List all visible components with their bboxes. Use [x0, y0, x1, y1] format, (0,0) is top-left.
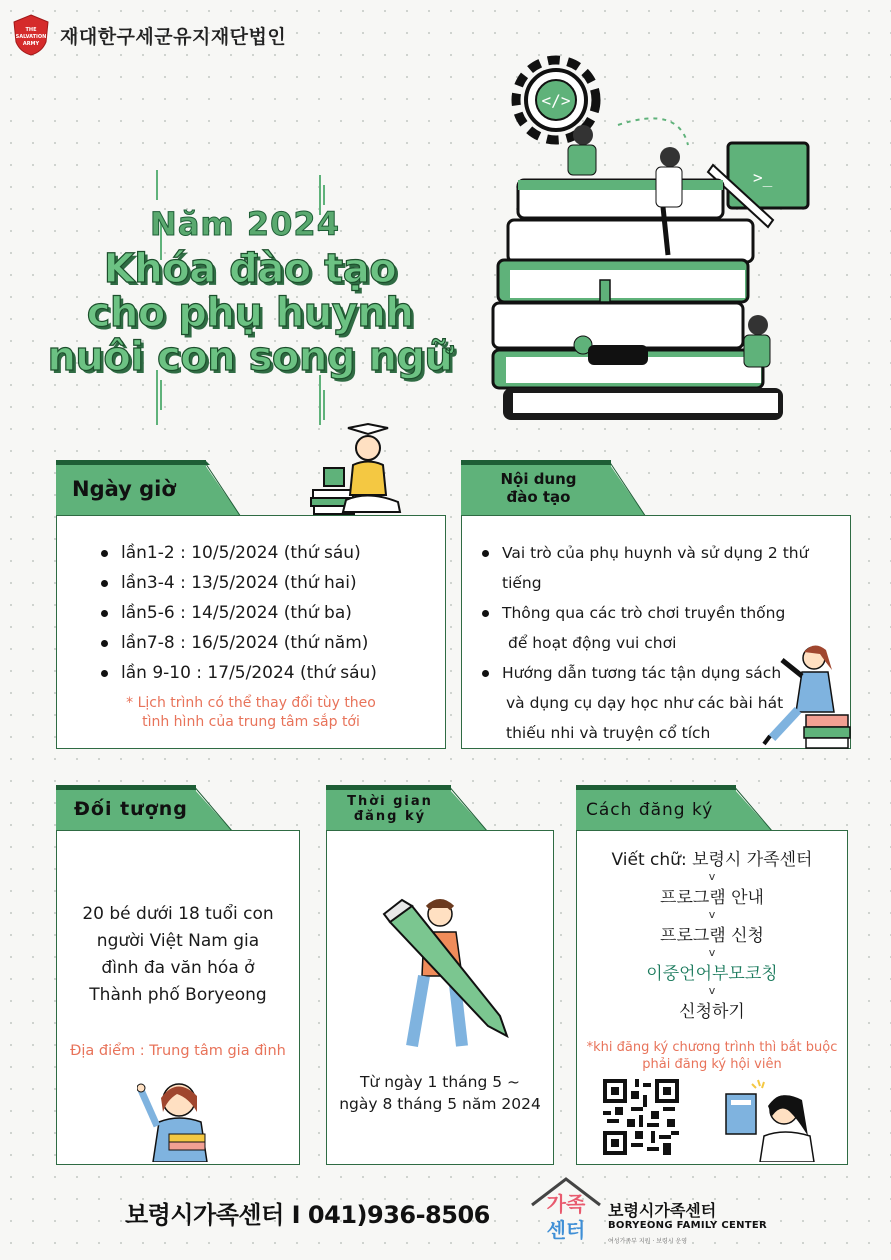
logo-glyph-2: 센터 [546, 1218, 586, 1242]
target-line: người Việt Nam gia [96, 931, 260, 951]
target-location: Địa điểm : Trung tâm gia đình [70, 1043, 286, 1059]
svg-text:>_: >_ [753, 168, 773, 187]
schedule-list [97, 538, 377, 688]
content-item-text: và dụng cụ dạy học như các bài hát [506, 694, 784, 712]
title-year: Năm 2024 [150, 205, 340, 243]
title-block [20, 205, 480, 379]
girl-raising-hand-illustration [137, 1076, 222, 1162]
content-tab-line: Nội dung [500, 470, 577, 488]
footer-logo-english: BORYEONG FAMILY CENTER [608, 1220, 768, 1231]
content-tab-line: đào tạo [506, 488, 571, 506]
register-tab-label: Cách đăng ký [586, 800, 714, 820]
footer-logo-korean: 보령시가족센터 [608, 1201, 717, 1220]
schedule-item: lần1-2 : 10/5/2024 (thứ sáu) [97, 538, 377, 568]
register-note [577, 1039, 847, 1073]
content-item-text: Hướng dẫn tương tác tận dụng sách [502, 664, 782, 682]
schedule-item: lần3-4 : 13/5/2024 (thứ hai) [97, 568, 377, 598]
schedule-card [56, 515, 446, 749]
chevron-down-icon: v [708, 870, 716, 883]
target-tab-label: Đối tượng [74, 798, 188, 820]
tab-slant [195, 785, 233, 832]
tab-slant [450, 785, 488, 832]
logo-glyph-1: 가족 [546, 1192, 586, 1216]
target-line: 20 bé dưới 18 tuổi con [82, 904, 274, 924]
schedule-note-line: tình hình của trung tâm sắp tới [142, 714, 360, 730]
register-step-highlight: 이중언어부모코칭 [646, 964, 778, 984]
period-dates [327, 1071, 553, 1115]
title-line-2: cho phụ huynh [86, 290, 414, 336]
target-card [56, 830, 300, 1165]
schedule-tab-label: Ngày giờ [72, 477, 176, 501]
svg-text:SALVATION: SALVATION [15, 34, 47, 40]
svg-text:</>: </> [541, 91, 571, 110]
schedule-item: lần 9-10 : 17/5/2024 (thứ sáu) [97, 658, 377, 688]
register-note-line: phải đăng ký hội viên [642, 1057, 782, 1072]
stacked-books-illustration [488, 55, 818, 425]
family-center-logo-icon [528, 1175, 604, 1245]
svg-text:ARMY: ARMY [22, 41, 40, 47]
content-item-text: để hoạt động vui chơi [508, 634, 677, 652]
tab-slant [735, 785, 773, 832]
title-line-1: Khóa đào tạo [103, 246, 397, 292]
register-steps [577, 849, 847, 1023]
content-tab-label [476, 470, 601, 506]
register-step: Viết chữ: 보령시 가족센터 [611, 850, 813, 870]
content-item-text: Thông qua các trò chơi truyền thống [502, 604, 786, 622]
waving-girl-illustration [762, 640, 852, 750]
register-step: 프로그램 안내 [660, 888, 764, 908]
chevron-down-icon: v [708, 908, 716, 921]
chevron-down-icon: v [708, 984, 716, 997]
period-line: ngày 8 tháng 5 năm 2024 [339, 1095, 541, 1113]
schedule-item: lần5-6 : 14/5/2024 (thứ ba) [97, 598, 377, 628]
content-item-text: thiếu nhi và truyện cổ tích [506, 724, 711, 742]
period-tab-line: Thời gian [347, 794, 433, 809]
svg-text:THE: THE [25, 27, 37, 33]
period-tab-line: đăng ký [353, 809, 427, 824]
girl-with-book-illustration [722, 1076, 842, 1162]
target-description [57, 901, 299, 1009]
register-card [576, 830, 848, 1165]
target-line: đình đa văn hóa ở [101, 958, 255, 978]
register-step: 프로그램 신청 [660, 926, 764, 946]
chevron-down-icon: v [708, 946, 716, 959]
footer-contact: 보령시가족센터 I 041)936-8506 [125, 1201, 490, 1229]
salvation-army-shield-icon [12, 14, 50, 56]
reading-boy-illustration [308, 420, 408, 518]
schedule-note-line: * Lịch trình có thể thay đổi tùy theo [126, 695, 376, 711]
pencil-man-illustration [382, 896, 512, 1056]
title-line-3: nuôi con song ngữ [47, 334, 453, 380]
organization-name: 재대한구세군유지재단법인 [60, 26, 287, 48]
schedule-item: lần7-8 : 16/5/2024 (thứ năm) [97, 628, 377, 658]
register-step: 신청하기 [679, 1002, 745, 1022]
schedule-note [57, 694, 445, 732]
period-card [326, 830, 554, 1165]
tab-slant [205, 460, 241, 517]
register-note-line: *khi đăng ký chương trình thì bắt buộc [586, 1040, 838, 1055]
content-item: Vai trò của phụ huynh và sử dụng 2 thứ tiếng [478, 538, 850, 598]
target-line: Thành phố Boryeong [89, 985, 267, 1005]
period-line: Từ ngày 1 tháng 5 ~ [359, 1073, 521, 1091]
tab-slant [610, 460, 646, 517]
qr-code-icon[interactable] [603, 1079, 679, 1155]
footer-logo-small: 여성가족부 지원 · 보령시 운영 [608, 1238, 688, 1245]
period-tab-label [330, 794, 450, 824]
